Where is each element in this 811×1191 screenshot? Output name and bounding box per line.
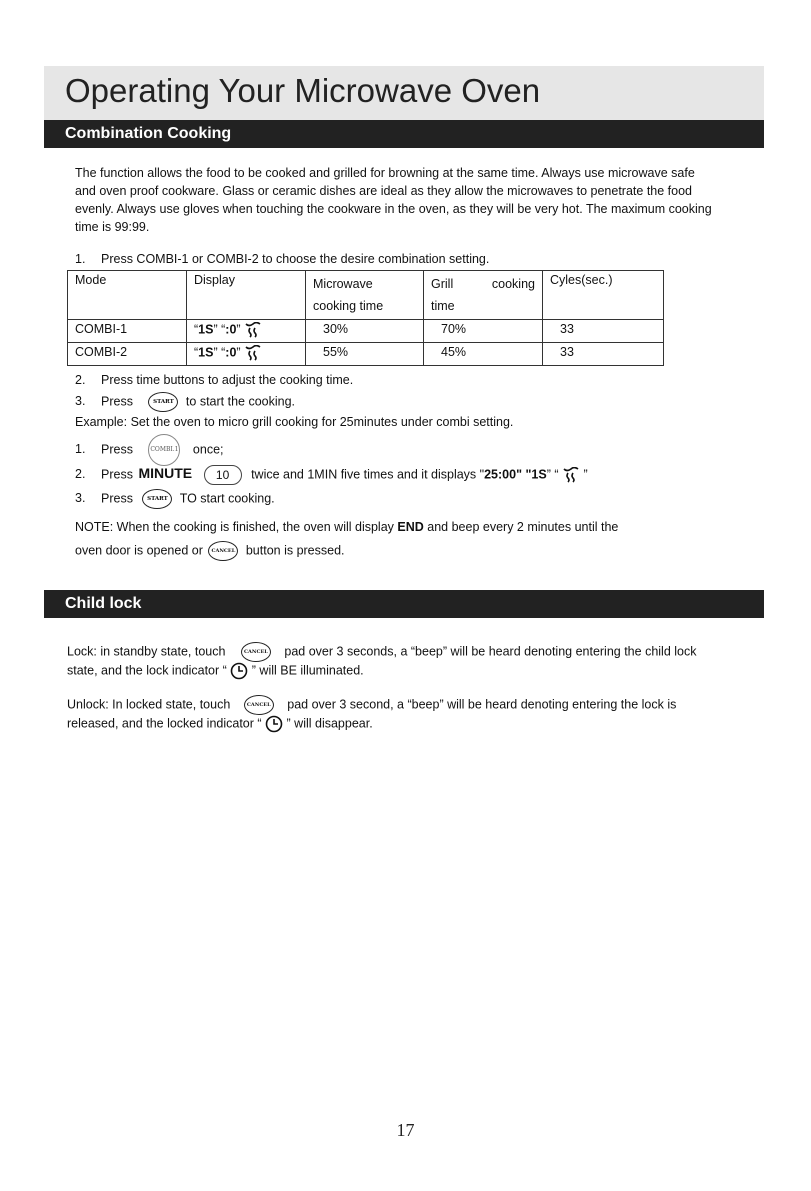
intro-line: evenly. Always use gloves when touching the cookware in the oven, as they will be very hot. The maximum cooking	[75, 202, 712, 216]
header-grill: Grill cooking time	[424, 271, 543, 320]
example-step-2: 2. Press MINUTE 10 twice and 1MIN five times and it displays "25:00" "1S” “ ”	[75, 465, 588, 485]
start-button-icon: START	[148, 392, 178, 412]
cell-grill: 70%	[424, 320, 543, 343]
example-step-1: 1. Press COMBI.1 once;	[75, 434, 224, 466]
unlock-line-1: Unlock: In locked state, touch CANCEL pad over 3 second, a “beep” will be heard denoting entering the lock is	[67, 695, 676, 715]
cell-mode: COMBI-1	[68, 320, 187, 343]
lock-indicator-icon	[265, 715, 283, 733]
intro-line: time is 99:99.	[75, 220, 150, 234]
step-1	[75, 252, 489, 266]
cell-mode: COMBI-2	[68, 343, 187, 366]
note-line-2: oven door is opened or CANCEL button is pressed.	[75, 541, 345, 561]
combi-wave-icon	[244, 345, 262, 361]
start-button-icon: START	[142, 489, 172, 509]
unlock-line-2: released, and the locked indicator “ ” will disappear.	[67, 715, 373, 733]
lock-indicator-icon	[230, 662, 248, 680]
minute-label: MINUTE	[138, 465, 193, 482]
section-header-childlock	[44, 590, 764, 618]
table-row	[68, 320, 664, 343]
combination-table	[67, 270, 664, 366]
page-number: 17	[396, 1120, 415, 1140]
example-step-3: 3. Press START TO start cooking.	[75, 489, 275, 509]
step-3: 3. Press START to start the cooking.	[75, 392, 295, 412]
minute-10-button-icon: 10	[204, 465, 242, 485]
lock-line-1: Lock: in standby state, touch CANCEL pad over 3 seconds, a “beep” will be heard denoting entering the child lock	[67, 642, 696, 662]
cell-display: “1S” “:0”	[187, 320, 306, 343]
cell-microwave: 55%	[306, 343, 424, 366]
combi-wave-icon	[562, 467, 580, 483]
step-text: Press COMBI-1 or COMBI-2 to choose the desire combination setting.	[101, 252, 490, 266]
note-line-1: NOTE: When the cooking is finished, the oven will display END and beep every 2 minutes until the	[75, 520, 619, 534]
header-cycles: Cyles(sec.)	[543, 271, 664, 320]
header-microwave: Microwave cooking time	[306, 271, 424, 320]
step-number: 1.	[75, 252, 86, 266]
header-mode: Mode	[68, 271, 187, 320]
cell-microwave: 30%	[306, 320, 424, 343]
intro-paragraph	[75, 164, 775, 236]
combi-1-button-icon: COMBI.1	[148, 434, 180, 466]
page-title: Operating Your Microwave Oven	[65, 72, 541, 109]
cell-cycles: 33	[543, 320, 664, 343]
table-header-row	[68, 271, 664, 320]
section-title-combination: Combination Cooking	[65, 125, 232, 142]
lock-line-2: state, and the lock indicator “ ” will BE illuminated.	[67, 662, 364, 680]
cancel-button-icon: CANCEL	[244, 695, 274, 715]
cell-grill: 45%	[424, 343, 543, 366]
cell-cycles: 33	[543, 343, 664, 366]
cancel-button-icon: CANCEL	[241, 642, 271, 662]
cancel-button-icon: CANCEL	[208, 541, 238, 561]
intro-line: and oven proof cookware. Glass or ceramic dishes are ideal as they allow the microwaves to penetrate the food	[75, 184, 692, 198]
cell-display: “1S” “:0”	[187, 343, 306, 366]
section-title-childlock: Child lock	[65, 595, 142, 612]
example-text: Example: Set the oven to micro grill cooking for 25minutes under combi setting.	[75, 415, 514, 429]
combi-wave-icon	[244, 322, 262, 338]
intro-line: The function allows the food to be cooked and grilled for browning at the same time. Always use microwave safe	[75, 166, 695, 180]
step-2: 2. Press time buttons to adjust the cooking time.	[75, 373, 354, 387]
table-row	[68, 343, 664, 366]
header-display: Display	[187, 271, 306, 320]
